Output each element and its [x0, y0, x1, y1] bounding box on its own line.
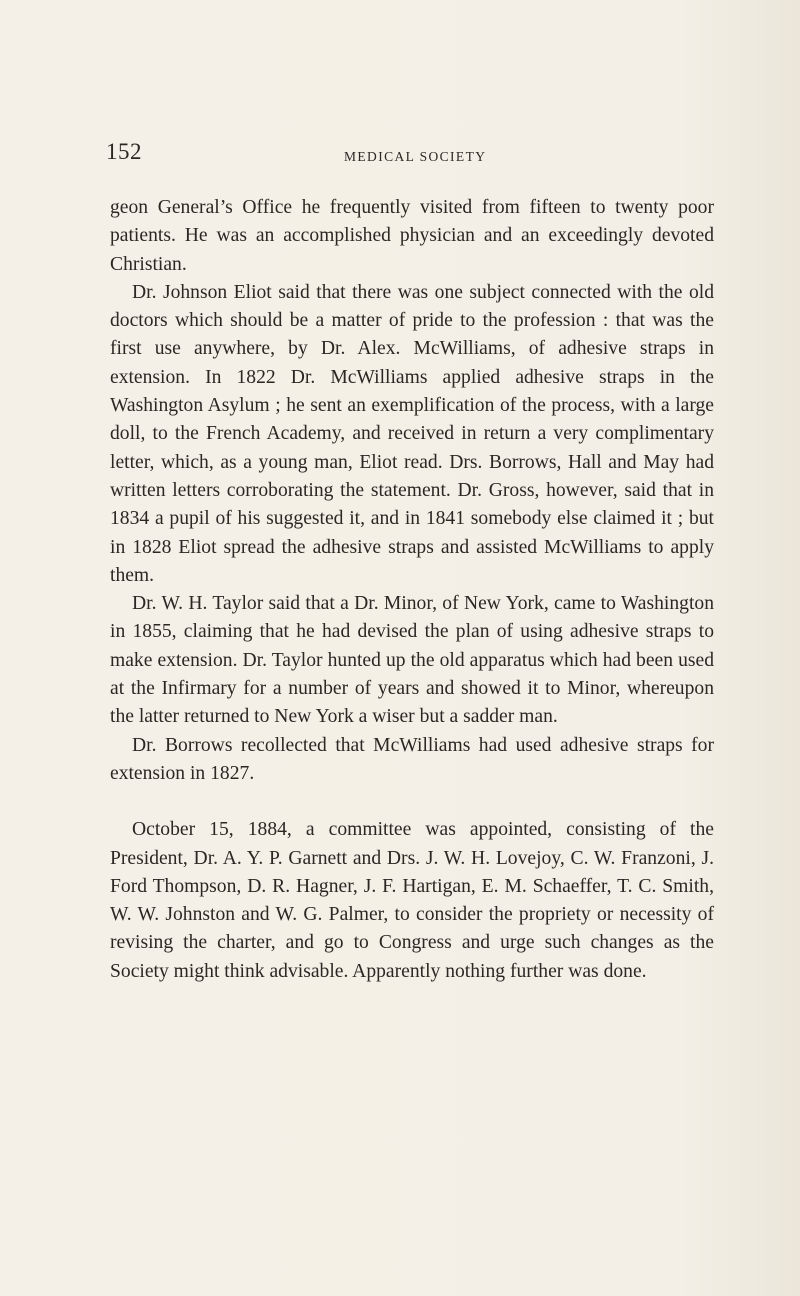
paragraph-continued: geon General’s Office he frequently visited from fifteen to twenty poor patients. He was an accomplished physician and an exceedingly devoted Christian. — [110, 197, 714, 275]
page-number: 152 — [106, 139, 142, 164]
running-title: MEDICAL SOCIETY — [344, 149, 487, 164]
paragraph-taylor: Dr. W. H. Taylor said that a Dr. Minor, of New York, came to Washington in 1855, claiming that he had devised the plan of using adhesive straps to make extension. Dr. Taylor hunted up the old apparatus which had been used at the Infirmary for a number of years and showed it to Minor, whereupon the latter returned to New York a wiser but a sadder man. — [110, 593, 714, 728]
paragraph-committee: October 15, 1884, a committee was appointed, consisting of the President, Dr. A. Y. P. Garnett and Drs. J. W. H. Lovejoy, C. W. Franzoni, J. Ford Thompson, D. R. Hagner, J. F. Hartigan, E. M. Schaeffer, T. C. Smith, W. W. Johnston and W. G. Palmer, to consider the propriety or necessity of revising the charter, and go to Congress and urge such changes as the Society might think advisable. Apparently nothing further was done. — [110, 819, 714, 982]
paragraph-borrows: Dr. Borrows recollected that McWilliams had used adhesive straps for extension in 1827. — [110, 734, 714, 784]
body-text — [110, 194, 714, 986]
running-head — [106, 139, 714, 171]
paragraph-eliot: Dr. Johnson Eliot said that there was one subject connected with the old doctors which should be a matter of pride to the profession : that was the first use anywhere, by Dr. Alex. McWilliams, of adhesive straps in extension. In 1822 Dr. McWilliams applied adhesive straps in the Washington Asylum ; he sent an exemplification of the process, with a large doll, to the French Academy, and received in return a very complimentary letter, which, as a young man, Eliot read. Drs. Borrows, Hall and May had written letters corroborating the statement. Dr. Gross, however, said that in 1834 a pupil of his suggested it, and in 1841 somebody else claimed it ; but in 1828 Eliot spread the adhesive straps and assisted McWilliams to apply them. — [110, 281, 714, 586]
